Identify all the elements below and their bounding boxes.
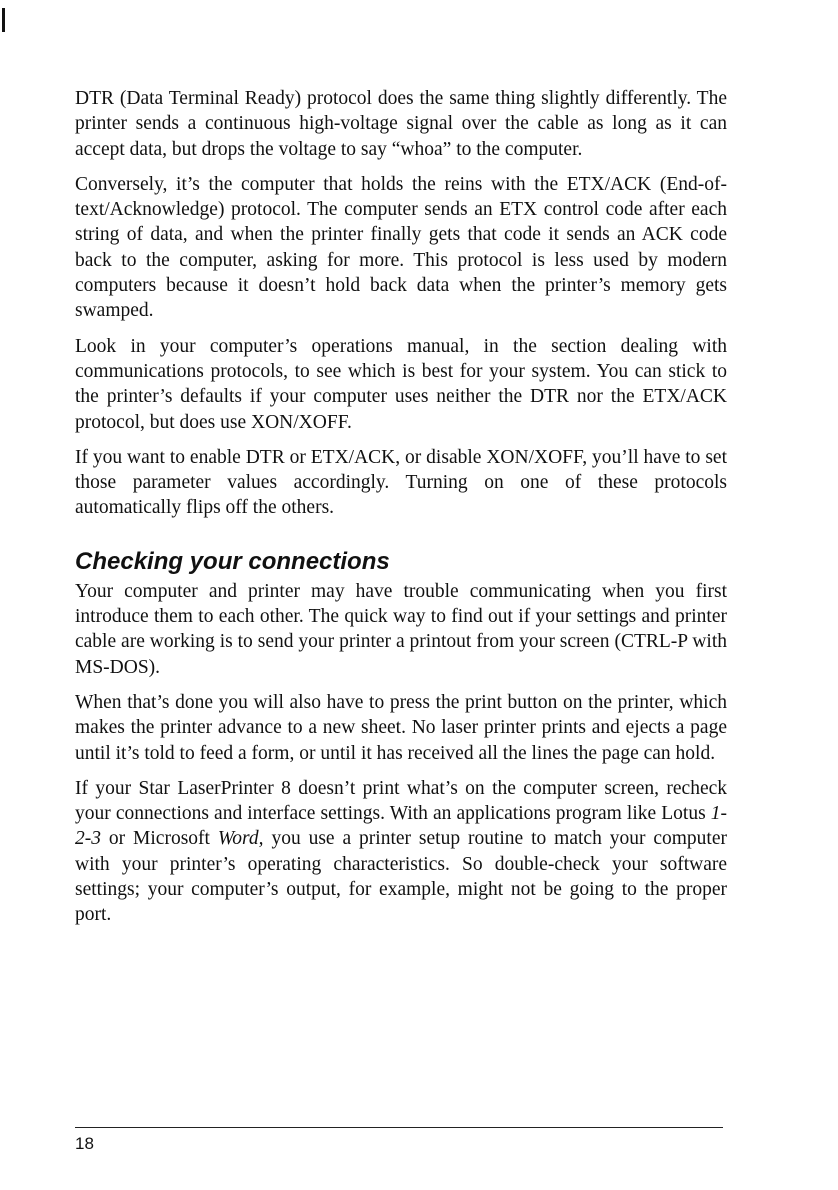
page-body [75,86,727,938]
italic-title: Word, [217,828,264,850]
footer-rule [75,1127,723,1128]
paragraph: If you want to enable DTR or ETX/ACK, or disable XON/XOFF, you’ll have to set those parameter values accordingly. Turning on one of these protocols automatically flips off the others. [75,446,727,519]
text: or Microsoft [101,828,218,850]
paragraph: Conversely, it’s the computer that holds the reins with the ETX/ACK (End-of-text/Acknowledge) protocol. The computer sends an ETX control code after each string of data, and when the printer finally gets that code it sends an ACK code back to the computer, asking for more. This protocol is less used by modern computers because it doesn’t hold back data when the printer’s memory gets swamped. [75,173,727,322]
text: If your Star LaserPrinter 8 doesn’t print what’s on the computer screen, recheck your connections and interface settings. With an applications program like Lotus [75,777,727,825]
section-heading: Checking your connections [75,547,390,575]
paragraph [75,776,727,928]
text: you use a printer setup routine to match your computer with your printer’s operating characteristics. So double-check your software settings; your computer’s output, for example, might not be going to the proper port. [75,828,727,926]
paragraph: Look in your computer’s operations manual, in the section dealing with communications protocols, to see which is best for your system. You can stick to the printer’s defaults if your computer uses neither the DTR nor the ETX/ACK protocol, but does use XON/XOFF. [75,335,727,433]
paragraph: DTR (Data Terminal Ready) protocol does the same thing slightly differently. The printer sends a continuous high-voltage signal over the cable as long as it can accept data, but drops the voltage to say “whoa” to the computer. [75,88,727,160]
paragraph: Your computer and printer may have trouble communicating when you first introduce them to each other. The quick way to find out if your settings and printer cable are working is to send your printer a printout from your screen (CTRL-P with MS-DOS). [75,580,727,678]
scan-mark [2,8,5,32]
italic-title: 1-2-3 [75,803,727,850]
page-number: 18 [75,1134,94,1153]
paragraph: When that’s done you will also have to press the print button on the printer, which makes the printer advance to a new sheet. No laser printer prints and ejects a page until it’s told to feed a form, or until it has received all the lines the page can hold. [75,691,727,764]
